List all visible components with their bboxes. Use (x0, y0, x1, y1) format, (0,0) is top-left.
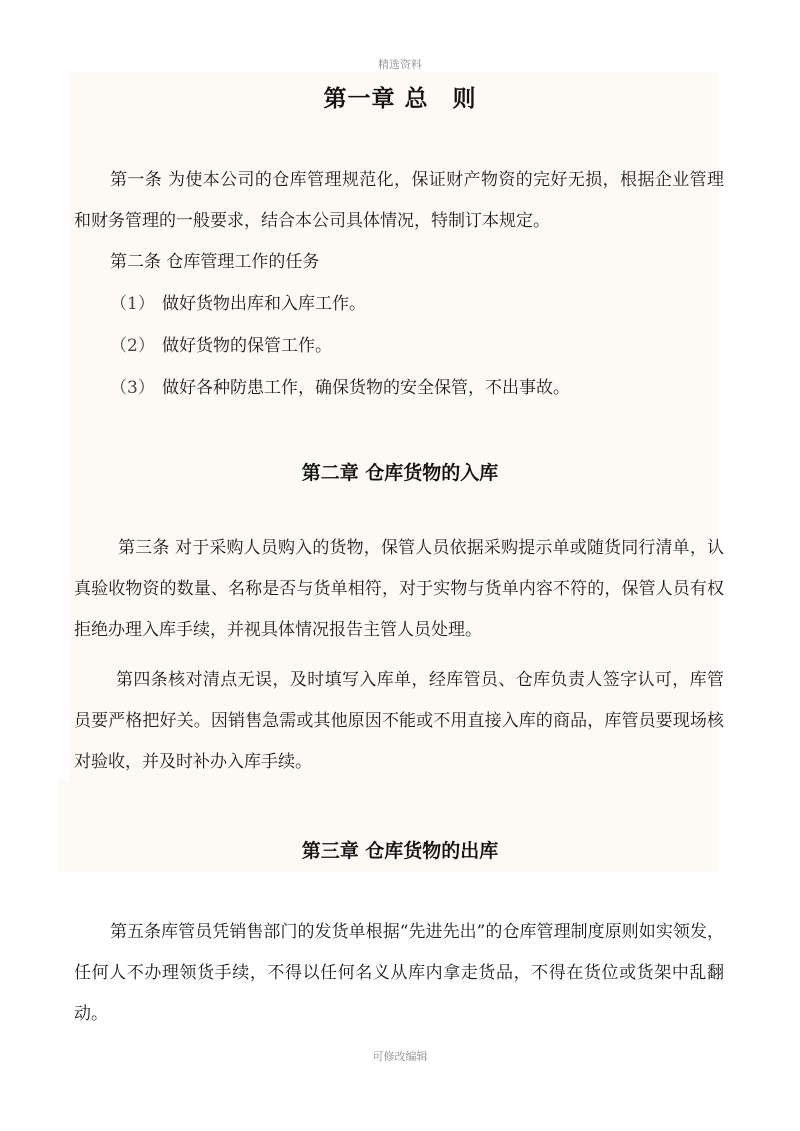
task-item-2 (110, 326, 332, 367)
header-note: 精选资料 (378, 58, 422, 71)
chapter-1-title: 第一章 总 则 (323, 86, 477, 112)
chapter-2-title: 第二章 仓库货物的入库 (301, 462, 499, 484)
task-item-text: 做好货物的保管工作。 (162, 336, 332, 356)
chapter-3-title: 第三章 仓库货物的出库 (301, 840, 499, 862)
task-item-number: （1） (110, 294, 155, 314)
article-5: 第五条库管员凭销售部门的发货单根据“先进先出”的仓库管理制度原则如实领发， 任何人不办理领货手续，不得以任何名义从库内拿走货品，不得在货位或货架中乱翻动。 (74, 922, 724, 1024)
task-item-text: 做好各种防患工作，确保货物的安全保管，不出事故。 (162, 378, 570, 398)
article-2: 第二条 仓库管理工作的任务 (110, 252, 320, 272)
footer-note: 可修改编辑 (372, 1050, 428, 1063)
task-item-3 (110, 368, 570, 409)
task-item-text: 做好货物出库和入库工作。 (162, 294, 366, 314)
task-item-1 (110, 284, 366, 325)
article-1: 第一条 为使本公司的仓库管理规范化，保证财产物资的完好无损，根据企业管理和财务管理的一般要求，结合本公司具体情况，特制订本规定。 (74, 170, 724, 231)
article-4: 第四条核对清点无误，及时填写入库单，经库管员、仓库负责人签字认可，库管员要严格把好关。因销售急需或其他原因不能或不用直接入库的商品，库管员要现场核对验收，并及时补办入库手续。 (74, 670, 724, 772)
task-item-number: （3） (110, 378, 155, 398)
task-item-number: （2） (110, 336, 155, 356)
article-3: 第三条 对于采购人员购入的货物，保管人员依据采购提示单或随货同行清单，认真验收物资的数量、名称是否与货单相符，对于实物与货单内容不符的，保管人员有权拒绝办理入库手续，并视具体情况报告主管人员处理。 (74, 538, 724, 640)
